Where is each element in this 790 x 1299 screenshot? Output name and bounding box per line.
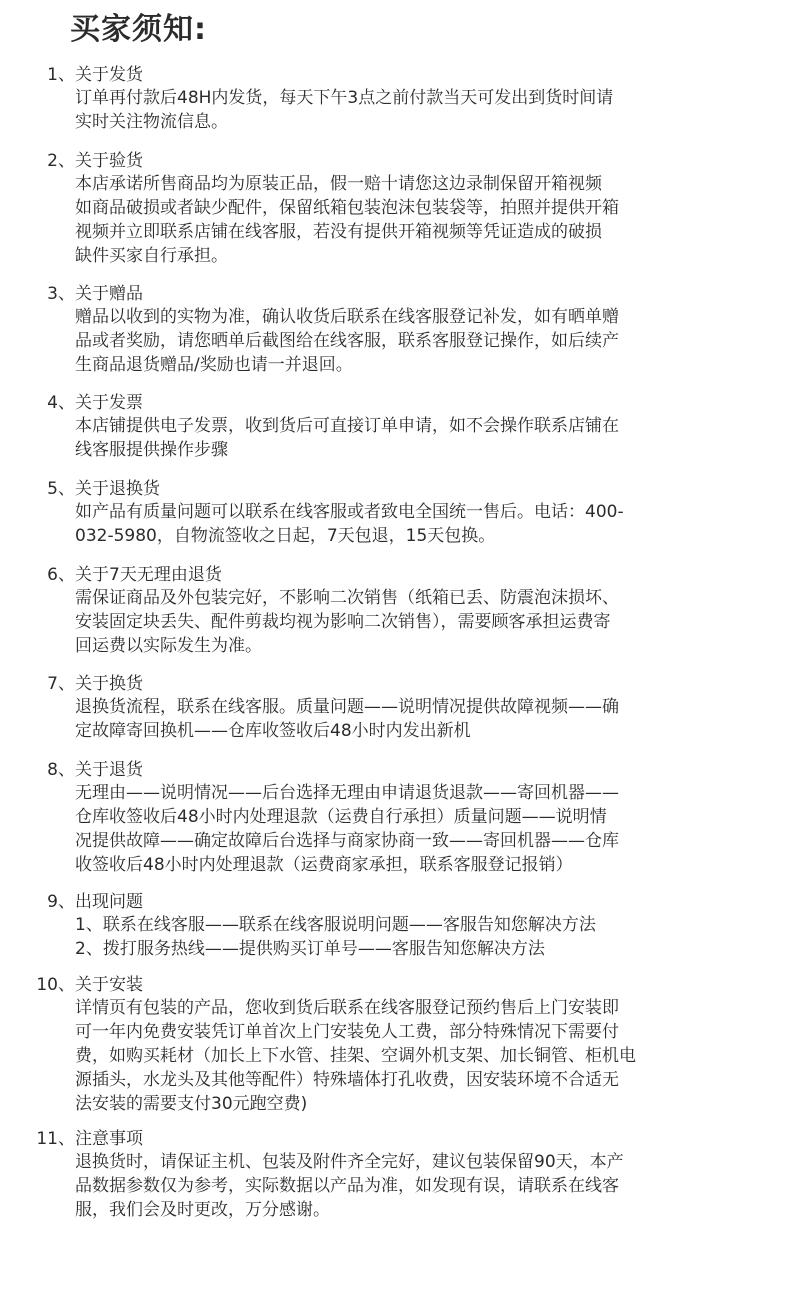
section-body-line: 况提供故障——确定故障后台选择与商家协商一致——寄回机器——仓库 bbox=[75, 831, 619, 851]
section-body-line: 退换货时，请保证主机、包装及附件齐全完好，建议包装保留90天，本产 bbox=[75, 1152, 624, 1172]
section-body-line: 1、联系在线客服——联系在线客服说明问题——客服告知您解决方法 bbox=[75, 915, 596, 935]
section-heading bbox=[0, 64, 300, 86]
section-heading bbox=[0, 673, 300, 695]
section-number: 11、 bbox=[36, 1129, 75, 1149]
section-body bbox=[75, 781, 730, 877]
section-body-line: 如产品有质量问题可以联系在线客服或者致电全国统一售后。电话：400- bbox=[75, 502, 624, 522]
section-body-line: 定故障寄回换机——仓库收签收后48小时内发出新机 bbox=[75, 721, 471, 741]
section-title: 关于验货 bbox=[75, 151, 143, 171]
section-body-line: 需保证商品及外包装完好，不影响二次销售（纸箱已丢、防震泡沫损坏、 bbox=[75, 588, 619, 608]
section-body-line: 订单再付款后48H内发货，每天下午3点之前付款当天可发出到货时间请 bbox=[75, 88, 614, 108]
section-number: 6、 bbox=[47, 565, 75, 585]
section-body bbox=[75, 586, 730, 658]
section-body-line: 回运费以实际发生为准。 bbox=[75, 636, 262, 656]
section-heading bbox=[0, 150, 300, 172]
section-body bbox=[75, 86, 730, 134]
section-body-line: 费，如购买耗材（加长上下水管、挂架、空调外机支架、加长铜管、柜机电 bbox=[75, 1046, 636, 1066]
section-title: 关于安装 bbox=[75, 975, 143, 995]
section-body-line: 详情页有包装的产品，您收到货后联系在线客服登记预约售后上门安装即 bbox=[75, 998, 619, 1018]
section-body bbox=[75, 414, 730, 462]
section-number: 3、 bbox=[47, 284, 75, 304]
section-body-line: 实时关注物流信息。 bbox=[75, 112, 228, 132]
section-body bbox=[75, 996, 730, 1116]
section-number: 9、 bbox=[47, 892, 75, 912]
section-number: 7、 bbox=[47, 674, 75, 694]
section-number: 4、 bbox=[47, 393, 75, 413]
section-heading bbox=[0, 392, 300, 414]
section-body-line: 线客服提供操作步骤 bbox=[75, 440, 228, 460]
section-body-line: 源插头，水龙头及其他等配件）特殊墙体打孔收费，因安装环境不合适无 bbox=[75, 1070, 619, 1090]
section-number: 1、 bbox=[47, 65, 75, 85]
section-title: 关于换货 bbox=[75, 674, 143, 694]
section-title: 出现问题 bbox=[75, 892, 143, 912]
section-title: 关于退换货 bbox=[75, 479, 160, 499]
section-body-line: 缺件买家自行承担。 bbox=[75, 246, 228, 266]
section-body-line: 服，我们会及时更改，万分感谢。 bbox=[75, 1200, 330, 1220]
section-body-line: 仓库收签收后48小时内处理退款（运费自行承担）质量问题——说明情 bbox=[75, 807, 607, 827]
section-body bbox=[75, 695, 730, 743]
page-title: 买家须知: bbox=[70, 12, 207, 47]
section-heading bbox=[0, 1128, 300, 1150]
section-title: 关于发货 bbox=[75, 65, 143, 85]
section-heading bbox=[0, 478, 300, 500]
section-body-line: 安装固定块丢失、配件剪裁均视为影响二次销售），需要顾客承担运费寄 bbox=[75, 612, 611, 632]
section-body-line: 品数据参数仅为参考，实际数据以产品为准，如发现有误，请联系在线客 bbox=[75, 1176, 619, 1196]
section-heading bbox=[0, 564, 300, 586]
section-body bbox=[75, 305, 730, 377]
section-body-line: 法安装的需要支付30元跑空费) bbox=[75, 1094, 308, 1114]
section-title: 关于7天无理由退货 bbox=[75, 565, 222, 585]
section-body-line: 032-5980，自物流签收之日起，7天包退，15天包换。 bbox=[75, 526, 496, 546]
section-body bbox=[75, 913, 730, 961]
section-body-line: 收签收后48小时内处理退款（运费商家承担，联系客服登记报销） bbox=[75, 855, 573, 875]
section-body-line: 生商品退货赠品/奖励也请一并退回。 bbox=[75, 355, 353, 375]
section-body-line: 可一年内免费安装凭订单首次上门安装免人工费，部分特殊情况下需要付 bbox=[75, 1022, 619, 1042]
section-title: 关于发票 bbox=[75, 393, 143, 413]
section-body-line: 退换货流程，联系在线客服。质量问题——说明情况提供故障视频——确 bbox=[75, 697, 619, 717]
section-body-line: 品或者奖励，请您晒单后截图给在线客服，联系客服登记操作，如后续产 bbox=[75, 331, 619, 351]
section-body-line: 如商品破损或者缺少配件，保留纸箱包装泡沫包装袋等，拍照并提供开箱 bbox=[75, 198, 619, 218]
section-heading bbox=[0, 759, 300, 781]
section-title: 关于退货 bbox=[75, 760, 143, 780]
section-body-line: 赠品以收到的实物为准，确认收货后联系在线客服登记补发，如有晒单赠 bbox=[75, 307, 619, 327]
section-body bbox=[75, 1150, 730, 1222]
section-number: 5、 bbox=[47, 479, 75, 499]
section-body bbox=[75, 172, 730, 268]
section-heading bbox=[0, 974, 300, 996]
section-number: 8、 bbox=[47, 760, 75, 780]
section-number: 2、 bbox=[47, 151, 75, 171]
section-body-line: 本店承诺所售商品均为原装正品，假一赔十请您这边录制保留开箱视频 bbox=[75, 174, 602, 194]
section-heading bbox=[0, 283, 300, 305]
section-number: 10、 bbox=[36, 975, 75, 995]
section-title: 关于赠品 bbox=[75, 284, 143, 304]
section-heading bbox=[0, 891, 300, 913]
section-body bbox=[75, 500, 730, 548]
section-body-line: 本店铺提供电子发票，收到货后可直接订单申请，如不会操作联系店铺在 bbox=[75, 416, 619, 436]
section-body-line: 2、拨打服务热线——提供购买订单号——客服告知您解决方法 bbox=[75, 939, 545, 959]
section-body-line: 无理由——说明情况——后台选择无理由申请退货退款——寄回机器—— bbox=[75, 783, 619, 803]
section-title: 注意事项 bbox=[75, 1129, 143, 1149]
section-body-line: 视频并立即联系店铺在线客服，若没有提供开箱视频等凭证造成的破损 bbox=[75, 222, 602, 242]
